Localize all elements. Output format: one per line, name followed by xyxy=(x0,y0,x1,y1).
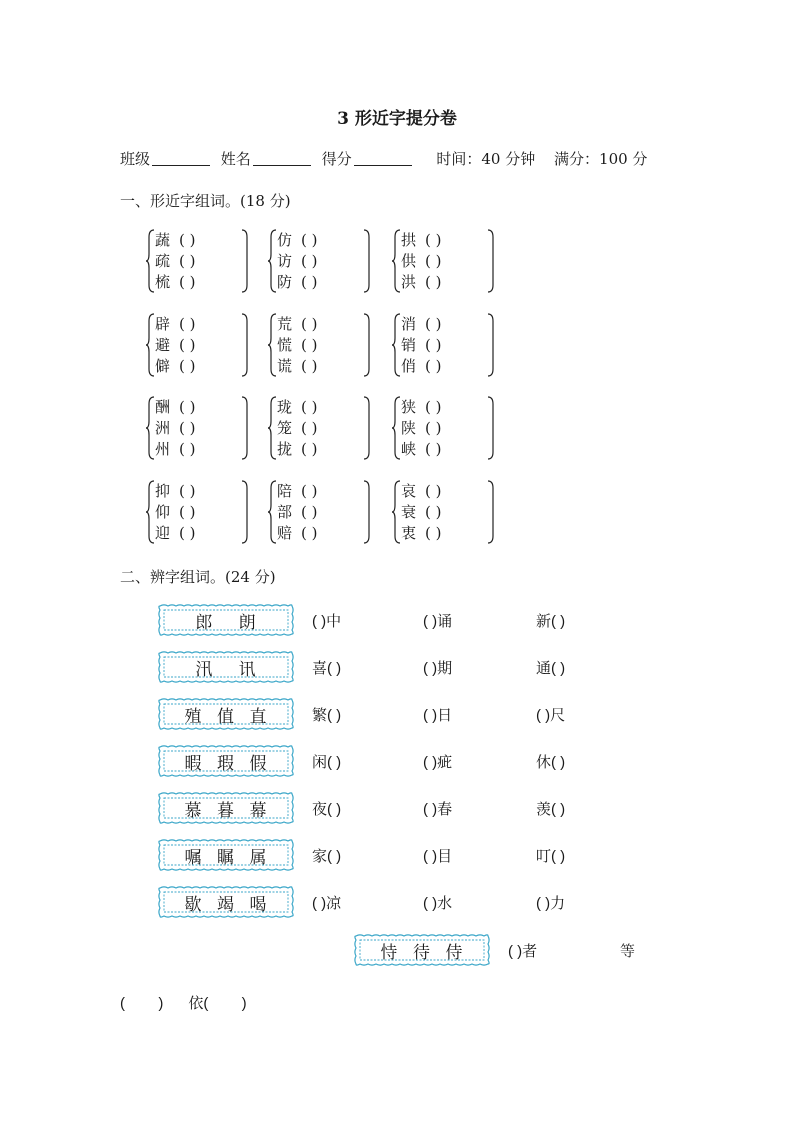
page-title: 3 形近字提分卷 xyxy=(337,109,457,129)
char-group xyxy=(392,228,494,294)
group-row xyxy=(155,397,195,418)
answer-blank[interactable]: ( ) xyxy=(425,503,442,521)
answer-blank[interactable]: ( ) xyxy=(179,252,196,270)
box-char: 假 xyxy=(249,753,268,774)
char-box xyxy=(156,790,296,826)
word-blank[interactable]: 夜( ) xyxy=(312,801,342,818)
word-blank[interactable]: ( )春 xyxy=(423,801,453,818)
group-row xyxy=(277,251,317,272)
group-row xyxy=(277,523,317,544)
char-box xyxy=(352,932,492,968)
answer-blank[interactable]: ( ) xyxy=(425,336,442,354)
word-blank[interactable]: ( )者 xyxy=(508,943,538,960)
answer-blank[interactable]: ( ) xyxy=(301,336,318,354)
group-char: 蔬 xyxy=(155,231,171,249)
word-blank[interactable]: 羡( ) xyxy=(536,801,566,818)
group-row xyxy=(277,418,317,439)
group-row xyxy=(277,481,317,502)
word-blank[interactable]: 新( ) xyxy=(536,613,566,630)
box-char: 幕 xyxy=(249,800,268,821)
word-blank-overflow[interactable]: ( ) 依( ) xyxy=(120,995,247,1012)
time-label: 时间：40 分钟 xyxy=(436,150,536,168)
char-group xyxy=(268,395,370,461)
section2-heading: 二、辨字组词。(24 分) xyxy=(120,568,276,586)
char-group xyxy=(146,395,248,461)
answer-blank[interactable]: ( ) xyxy=(301,357,318,375)
answer-blank[interactable]: ( ) xyxy=(301,231,318,249)
group-row xyxy=(155,439,195,460)
word-blank[interactable]: ( )诵 xyxy=(423,613,453,630)
box-char: 嘱 xyxy=(184,847,203,868)
answer-blank[interactable]: ( ) xyxy=(179,336,196,354)
char-group xyxy=(392,479,494,545)
box-char: 汛 xyxy=(195,659,214,680)
group-char: 梳 xyxy=(155,273,171,291)
group-char: 荒 xyxy=(277,315,293,333)
answer-blank[interactable]: ( ) xyxy=(179,398,196,416)
group-char: 谎 xyxy=(277,357,293,375)
group-char: 州 xyxy=(155,440,171,458)
group-char: 酬 xyxy=(155,398,171,416)
answer-blank[interactable]: ( ) xyxy=(301,524,318,542)
word-blank[interactable]: ( )中 xyxy=(312,613,342,630)
box-char: 讯 xyxy=(238,659,257,680)
word-blank[interactable]: 通( ) xyxy=(536,660,566,677)
full-score-label: 满分：100 分 xyxy=(554,150,648,168)
group-char: 辟 xyxy=(155,315,171,333)
char-box xyxy=(156,602,296,638)
char-box xyxy=(156,884,296,920)
group-char: 迎 xyxy=(155,524,171,542)
group-row xyxy=(401,314,441,335)
group-row xyxy=(155,481,195,502)
name-blank[interactable] xyxy=(253,151,311,166)
box-char: 朗 xyxy=(238,612,257,633)
score-blank[interactable] xyxy=(354,151,412,166)
answer-blank[interactable]: ( ) xyxy=(179,503,196,521)
answer-blank[interactable]: ( ) xyxy=(301,273,318,291)
group-char: 疏 xyxy=(155,252,171,270)
box-char: 郎 xyxy=(195,612,214,633)
group-char: 衷 xyxy=(401,524,417,542)
group-char: 狭 xyxy=(401,398,417,416)
group-row xyxy=(401,335,441,356)
group-row xyxy=(401,481,441,502)
word-blank[interactable]: 闲( ) xyxy=(312,754,342,771)
answer-blank[interactable]: ( ) xyxy=(301,315,318,333)
group-char: 避 xyxy=(155,336,171,354)
group-row xyxy=(155,251,195,272)
char-group xyxy=(146,228,248,294)
box-char: 瑕 xyxy=(217,753,235,774)
group-row xyxy=(401,272,441,293)
box-char: 直 xyxy=(249,706,268,727)
char-box xyxy=(156,837,296,873)
group-char: 洲 xyxy=(155,419,171,437)
word-blank[interactable]: ( )力 xyxy=(536,895,566,912)
group-row xyxy=(277,335,317,356)
answer-blank[interactable]: ( ) xyxy=(425,357,442,375)
answer-blank[interactable]: ( ) xyxy=(179,419,196,437)
group-row xyxy=(155,356,195,377)
char-group xyxy=(268,479,370,545)
answer-blank[interactable]: ( ) xyxy=(425,398,442,416)
box-char: 属 xyxy=(249,847,268,868)
group-char: 赔 xyxy=(277,524,293,542)
box-chars xyxy=(156,837,296,873)
answer-blank[interactable]: ( ) xyxy=(301,440,318,458)
group-char: 供 xyxy=(401,252,417,270)
group-row xyxy=(277,502,317,523)
group-row xyxy=(277,314,317,335)
char-box xyxy=(156,696,296,732)
box-char: 暇 xyxy=(184,753,203,774)
group-char: 哀 xyxy=(401,482,417,500)
class-blank[interactable] xyxy=(152,151,210,166)
box-chars xyxy=(156,884,296,920)
word-blank[interactable]: ( )疵 xyxy=(423,754,453,771)
group-char: 拱 xyxy=(401,231,417,249)
answer-blank[interactable]: ( ) xyxy=(179,273,196,291)
answer-blank[interactable]: ( ) xyxy=(179,482,196,500)
group-row xyxy=(401,439,441,460)
box-chars xyxy=(156,743,296,779)
box-chars xyxy=(156,602,296,638)
box-char: 殖 xyxy=(184,706,203,727)
answer-blank[interactable]: ( ) xyxy=(301,419,318,437)
box-char: 值 xyxy=(217,706,235,727)
group-row xyxy=(401,251,441,272)
group-row xyxy=(401,230,441,251)
answer-blank[interactable]: ( ) xyxy=(425,419,442,437)
char-group xyxy=(392,312,494,378)
group-row xyxy=(155,272,195,293)
char-group xyxy=(146,479,248,545)
class-label: 班级 xyxy=(120,150,151,168)
box-chars xyxy=(352,932,492,968)
answer-blank[interactable]: ( ) xyxy=(425,231,442,249)
word-blank[interactable]: ( )期 xyxy=(423,660,453,677)
group-row xyxy=(277,272,317,293)
word-blank[interactable]: 叮( ) xyxy=(536,848,566,865)
group-row xyxy=(277,439,317,460)
answer-blank[interactable]: ( ) xyxy=(179,315,196,333)
answer-blank[interactable]: ( ) xyxy=(301,398,318,416)
word-blank[interactable]: ( )水 xyxy=(423,895,453,912)
group-char: 衰 xyxy=(401,503,417,521)
box-char: 恃 xyxy=(380,942,399,963)
word-blank[interactable]: 等 xyxy=(620,943,636,960)
group-row xyxy=(155,230,195,251)
word-blank[interactable]: ( )目 xyxy=(423,848,453,865)
word-blank[interactable]: ( )日 xyxy=(423,707,453,724)
group-char: 销 xyxy=(401,336,417,354)
group-row xyxy=(401,502,441,523)
answer-blank[interactable]: ( ) xyxy=(179,440,196,458)
answer-blank[interactable]: ( ) xyxy=(425,252,442,270)
char-group xyxy=(392,395,494,461)
group-char: 峡 xyxy=(401,440,417,458)
box-char: 喝 xyxy=(249,894,268,915)
group-char: 拢 xyxy=(277,440,293,458)
name-label: 姓名 xyxy=(220,150,251,168)
group-row xyxy=(277,397,317,418)
word-blank[interactable]: 喜( ) xyxy=(312,660,342,677)
section1-heading: 一、形近字组词。(18 分) xyxy=(120,192,291,210)
word-blank[interactable]: 休( ) xyxy=(536,754,566,771)
group-row xyxy=(155,418,195,439)
group-char: 仿 xyxy=(277,231,293,249)
answer-blank[interactable]: ( ) xyxy=(179,231,196,249)
group-row xyxy=(155,314,195,335)
answer-blank[interactable]: ( ) xyxy=(301,503,318,521)
group-char: 仰 xyxy=(155,503,171,521)
answer-blank[interactable]: ( ) xyxy=(179,524,196,542)
group-char: 珑 xyxy=(277,398,293,416)
group-char: 陕 xyxy=(401,419,417,437)
char-group xyxy=(146,312,248,378)
box-char: 竭 xyxy=(217,894,235,915)
group-char: 慌 xyxy=(277,336,293,354)
box-char: 暮 xyxy=(217,800,235,821)
group-char: 僻 xyxy=(155,357,171,375)
answer-blank[interactable]: ( ) xyxy=(301,252,318,270)
group-char: 消 xyxy=(401,315,417,333)
box-chars xyxy=(156,649,296,685)
answer-blank[interactable]: ( ) xyxy=(425,524,442,542)
group-row xyxy=(401,356,441,377)
answer-blank[interactable]: ( ) xyxy=(179,357,196,375)
student-info-line xyxy=(120,148,647,169)
word-blank[interactable]: 家( ) xyxy=(312,848,342,865)
char-box xyxy=(156,743,296,779)
char-group xyxy=(268,312,370,378)
answer-blank[interactable]: ( ) xyxy=(425,315,442,333)
group-char: 抑 xyxy=(155,482,171,500)
answer-blank[interactable]: ( ) xyxy=(301,482,318,500)
box-char: 慕 xyxy=(184,800,203,821)
answer-blank[interactable]: ( ) xyxy=(425,440,442,458)
group-row xyxy=(401,397,441,418)
group-char: 防 xyxy=(277,273,293,291)
group-char: 部 xyxy=(277,503,293,521)
group-char: 笼 xyxy=(277,419,293,437)
word-blank[interactable]: 繁( ) xyxy=(312,707,342,724)
box-chars xyxy=(156,790,296,826)
group-char: 洪 xyxy=(401,273,417,291)
group-row xyxy=(277,230,317,251)
group-row xyxy=(155,502,195,523)
group-char: 俏 xyxy=(401,357,417,375)
group-row xyxy=(401,418,441,439)
answer-blank[interactable]: ( ) xyxy=(425,482,442,500)
char-group xyxy=(268,228,370,294)
box-char: 歇 xyxy=(184,894,203,915)
box-chars xyxy=(156,696,296,732)
word-blank[interactable]: ( )尺 xyxy=(536,707,566,724)
group-row xyxy=(277,356,317,377)
score-label: 得分 xyxy=(321,150,352,168)
box-char: 瞩 xyxy=(217,847,235,868)
char-box xyxy=(156,649,296,685)
answer-blank[interactable]: ( ) xyxy=(425,273,442,291)
group-char: 陪 xyxy=(277,482,293,500)
box-char: 待 xyxy=(413,942,431,963)
box-char: 侍 xyxy=(445,942,464,963)
group-row xyxy=(155,523,195,544)
group-row xyxy=(401,523,441,544)
word-blank[interactable]: ( )凉 xyxy=(312,895,342,912)
group-char: 访 xyxy=(277,252,293,270)
group-row xyxy=(155,335,195,356)
